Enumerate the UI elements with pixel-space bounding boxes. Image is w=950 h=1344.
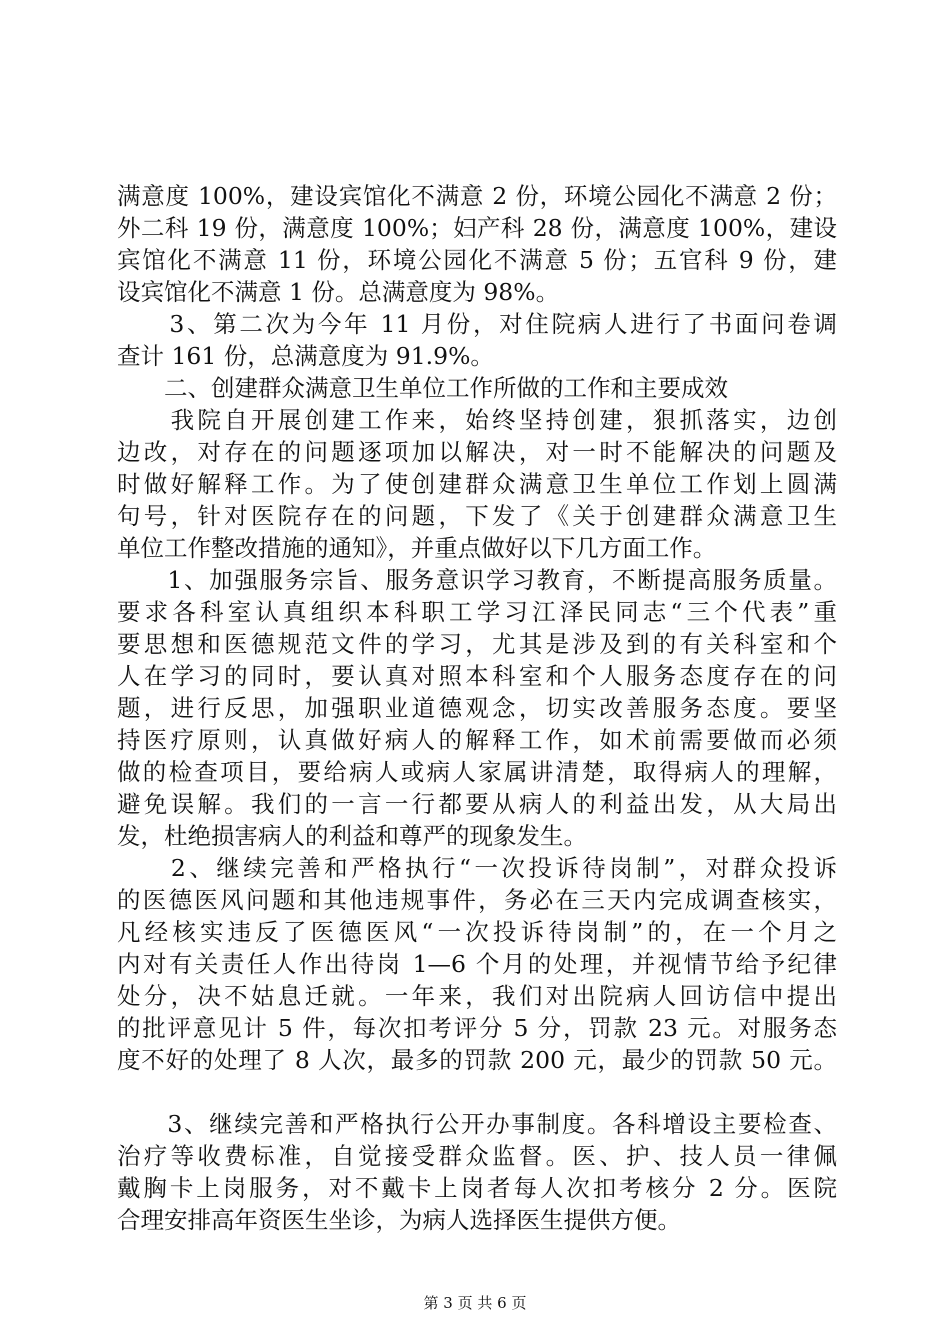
text-line: 凡经核实违反了医德医风“一次投诉待岗制”的，在一个月之: [117, 918, 837, 946]
blank-line: [117, 1076, 837, 1108]
text-line: 合理安排高年资医生坐诊，为病人选择医生提供方便。: [117, 1206, 681, 1234]
text-line: 2、继续完善和严格执行“一次投诉待岗制”，对群众投诉: [117, 854, 837, 882]
page-footer: 第 3 页 共 6 页: [423, 1294, 527, 1312]
text-line: 满意度 100%，建设宾馆化不满意 2 份，环境公园化不满意 2 份；: [117, 182, 837, 210]
text-line: 治疗等收费标准，自觉接受群众监督。医、护、技人员一律佩: [117, 1142, 837, 1170]
text-line: 的批评意见计 5 件，每次扣考评分 5 分，罚款 23 元。对服务态: [117, 1014, 837, 1042]
text-line: 查计 161 份，总满意度为 91.9%。: [117, 342, 494, 370]
text-line: 题，进行反思，加强职业道德观念，切实改善服务态度。要坚: [117, 694, 837, 722]
text-line: 外二科 19 份，满意度 100%；妇产科 28 份，满意度 100%，建设: [117, 214, 837, 242]
text-line: 3、继续完善和严格执行公开办事制度。各科增设主要检查、: [117, 1110, 837, 1138]
text-line: 我院自开展创建工作来，始终坚持创建，狠抓落实，边创: [117, 406, 837, 434]
text-line: 宾馆化不满意 11 份，环境公园化不满意 5 份；五官科 9 份，建: [117, 246, 837, 274]
text-line: 1、加强服务宗旨、服务意识学习教育，不断提高服务质量。: [117, 566, 837, 594]
text-line: 单位工作整改措施的通知》，并重点做好以下几方面工作。: [117, 534, 717, 562]
text-line: 发，杜绝损害病人的利益和尊严的现象发生。: [117, 822, 587, 850]
section-heading: 二、创建群众满意卫生单位工作所做的工作和主要成效: [117, 374, 728, 402]
text-line: 避免误解。我们的一言一行都要从病人的利益出发，从大局出: [117, 790, 837, 818]
text-line: 的医德医风问题和其他违规事件，务必在三天内完成调查核实，: [117, 886, 837, 914]
text-line: 内对有关责任人作出待岗 1—6 个月的处理，并视情节给予纪律: [117, 950, 837, 978]
text-line: 边改，对存在的问题逐项加以解决，对一时不能解决的问题及: [117, 438, 837, 466]
text-line: 处分，决不姑息迁就。一年来，我们对出院病人回访信中提出: [117, 982, 837, 1010]
text-line: 做的检查项目，要给病人或病人家属讲清楚，取得病人的理解，: [117, 758, 837, 786]
text-line: 人在学习的同时，要认真对照本科室和个人服务态度存在的问: [117, 662, 837, 690]
text-line: 3、第二次为今年 11 月份，对住院病人进行了书面问卷调: [117, 310, 837, 338]
text-line: 时做好解释工作。为了使创建群众满意卫生单位工作划上圆满: [117, 470, 837, 498]
text-line: 戴胸卡上岗服务，对不戴卡上岗者每人次扣考核分 2 分。医院: [117, 1174, 837, 1202]
body-text: [117, 180, 837, 1236]
text-line: 要思想和医德规范文件的学习，尤其是涉及到的有关科室和个: [117, 630, 837, 658]
text-line: 设宾馆化不满意 1 份。总满意度为 98%。: [117, 278, 560, 306]
text-line: 要求各科室认真组织本科职工学习江泽民同志“三个代表”重: [117, 598, 837, 626]
text-line: 度不好的处理了 8 人次，最多的罚款 200 元，最少的罚款 50 元。: [117, 1046, 837, 1074]
text-line: 句号，针对医院存在的问题，下发了《关于创建群众满意卫生: [117, 502, 837, 530]
text-line: 持医疗原则，认真做好病人的解释工作，如术前需要做而必须: [117, 726, 837, 754]
